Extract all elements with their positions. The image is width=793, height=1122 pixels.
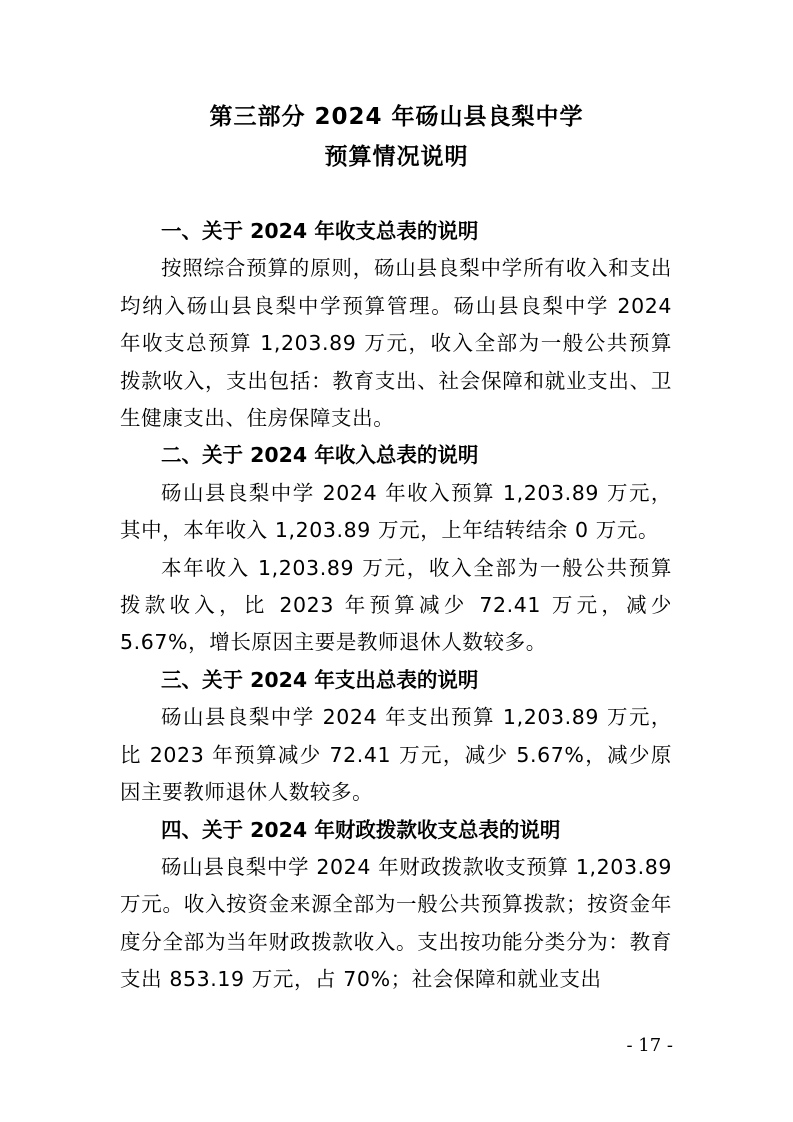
- section-4-heading: 四、关于 2024 年财政拨款收支总表的说明: [161, 817, 561, 842]
- section-2-heading: 二、关于 2024 年收入总表的说明: [161, 443, 479, 468]
- document-title-line-1: 第三部分 2024 年砀山县良梨中学: [209, 104, 584, 130]
- page-number: - 17 -: [626, 1035, 673, 1056]
- section-3-paragraph-1: 砀山县良梨中学 2024 年支出预算 1,203.89 万元，比 2023 年预算减少 72.41 万元，减少 5.67%，减少原因主要教师退休人数较多。: [120, 705, 672, 805]
- section-3-heading: 三、关于 2024 年支出总表的说明: [161, 667, 479, 692]
- section-1-heading: 一、关于 2024 年收支总表的说明: [161, 219, 479, 243]
- section-4-paragraph-1: 砀山县良梨中学 2024 年财政拨款收支预算 1,203.89 万元。收入按资金来源全部为一般公共预算拨款；按资金年度分全部为当年财政拨款收入。支出按功能分类分为：教育支出 853.19 万元，占 70%；社会保障和就业支出: [120, 854, 672, 992]
- document-title-line-2: 预算情况说明: [324, 144, 469, 170]
- section-2-paragraph-2: 本年收入 1,203.89 万元，收入全部为一般公共预算拨款收入，比 2023 年预算减少 72.41 万元，减少 5.67%，增长原因主要是教师退休人数较多。: [120, 555, 672, 655]
- section-2-paragraph-1: 砀山县良梨中学 2024 年收入预算 1,203.89 万元，其中，本年收入 1,203.89 万元，上年结转结余 0 万元。: [120, 480, 672, 543]
- document-body: [120, 213, 672, 999]
- section-1-paragraph-1: 按照综合预算的原则，砀山县良梨中学所有收入和支出均纳入砀山县良梨中学预算管理。砀山县良梨中学 2024 年收支总预算 1,203.89 万元，收入全部为一般公共预算拨款收入，支出包括：教育支出、社会保障和就业支出、卫生健康支出、住房保障支出。: [120, 256, 672, 431]
